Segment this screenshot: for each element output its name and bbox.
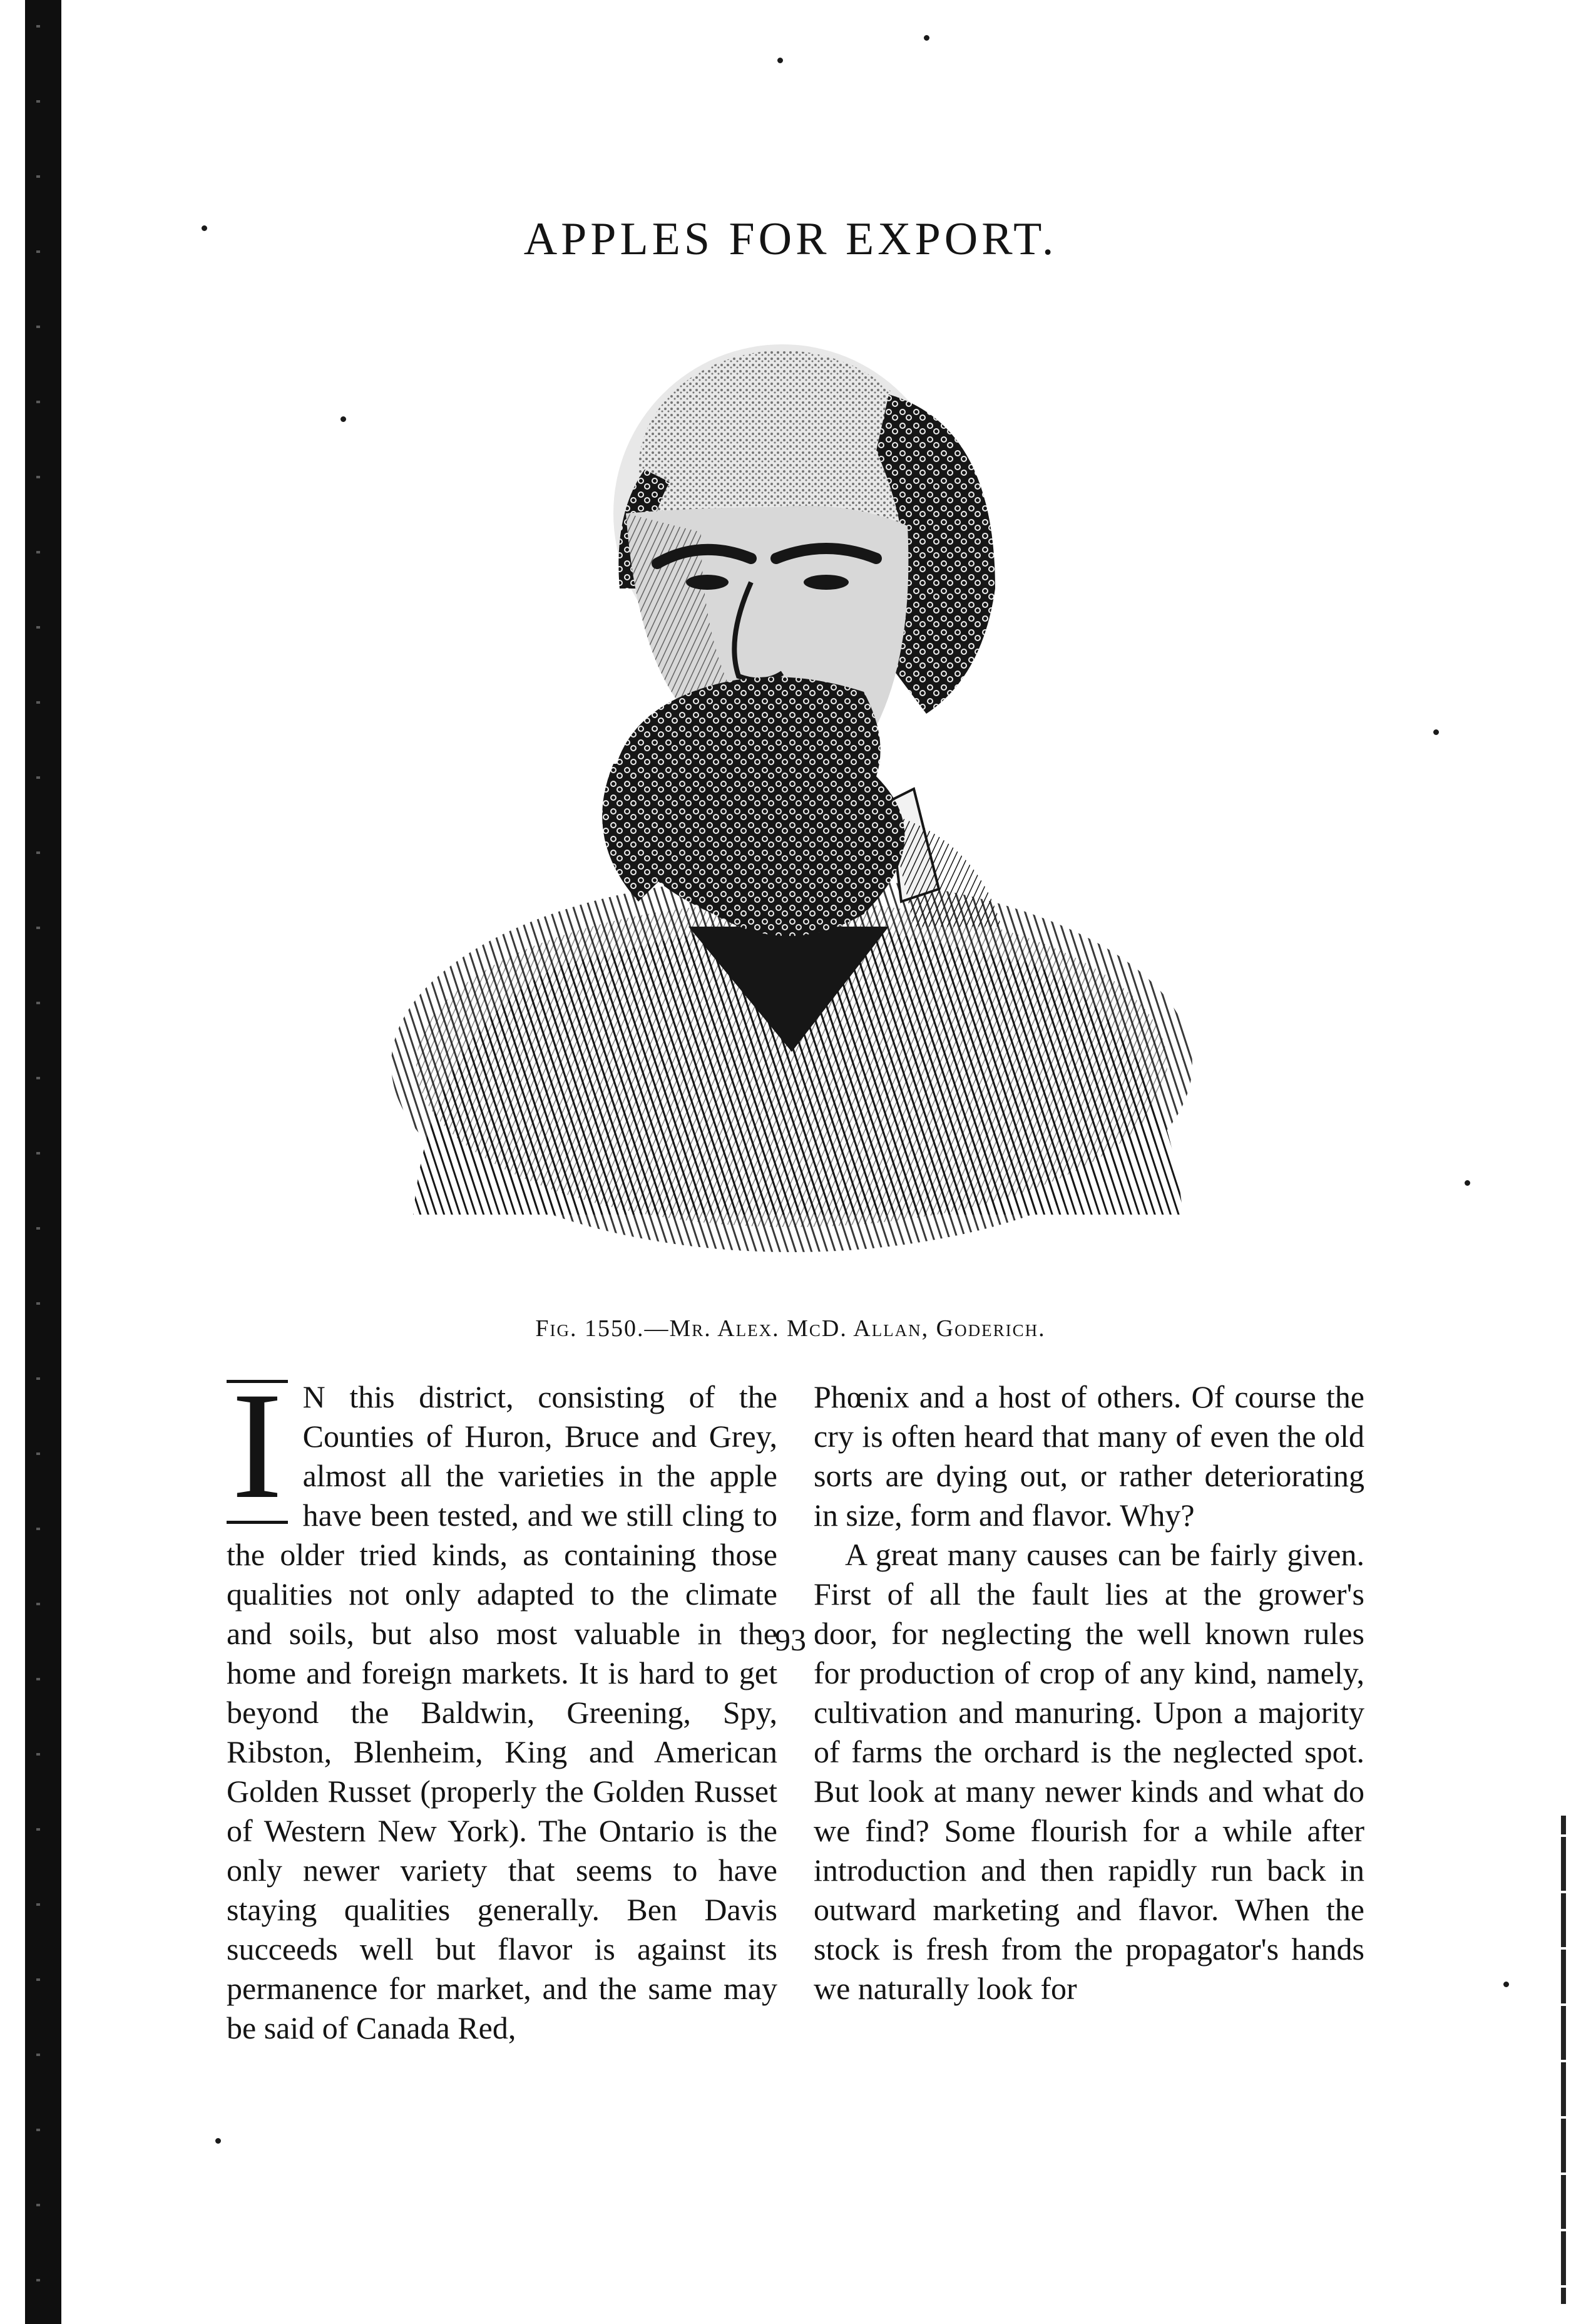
print-speck — [1503, 1982, 1509, 1987]
text-column-right — [814, 1377, 1364, 2008]
print-speck — [340, 416, 346, 422]
print-speck — [777, 58, 783, 63]
binding-edge — [25, 0, 61, 2324]
print-speck — [1433, 729, 1439, 735]
figure-caption: Fig. 1550.—Mr. Alex. McD. Allan, Goderich. — [535, 1315, 1046, 1342]
drop-cap: I — [227, 1380, 288, 1524]
paragraph: A great many causes can be fairly given. First of all the fault lies at the grower's door, for neglecting the well known rules for production of crop of any kind, namely, cultivation and manuring. Upon a majority of farms the orchard is the neglected spot. But look at many newer kinds and what do we find? Some flourish for a while after introduction and then rapidly run back in outward marketing and flavor. When the stock is fresh from the propagator's hands we naturally look for — [814, 1537, 1364, 2006]
paragraph: Phœnix and a host of others. Of course the cry is often heard that many of even the old sorts are dying out, or rather deteriorating in size, form and flavor. Why? — [814, 1379, 1364, 1533]
paragraph-text: N this district, consisting of the Counties of Huron, Bruce and Grey, almost all the varieties in the apple have been tested, and we still cling to the older tried kinds, as containing those qualities not only adapted to the climate and soils, but also most valuable in the home and foreign markets. It is hard to get beyond the Baldwin, Greening, Spy, Ribston, Blenheim, King and American Golden Russet (properly the Golden Russet of Western New York). The Ontario is the only newer variety that seems to have staying qualities generally. Ben Davis succeeds well but flavor is against its permanence for market, and the same may be said of Canada Red, — [227, 1379, 777, 2045]
print-speck — [215, 2138, 221, 2144]
page-title: APPLES FOR EXPORT. — [523, 213, 1058, 265]
page-number: 93 — [775, 1622, 806, 1657]
print-speck — [1465, 1180, 1470, 1186]
portrait-engraving — [376, 326, 1208, 1277]
text-column-left — [227, 1360, 777, 2048]
paragraph-intro — [227, 1360, 777, 2048]
print-speck — [924, 35, 929, 41]
page-edge-shadow — [1561, 1816, 1566, 2304]
